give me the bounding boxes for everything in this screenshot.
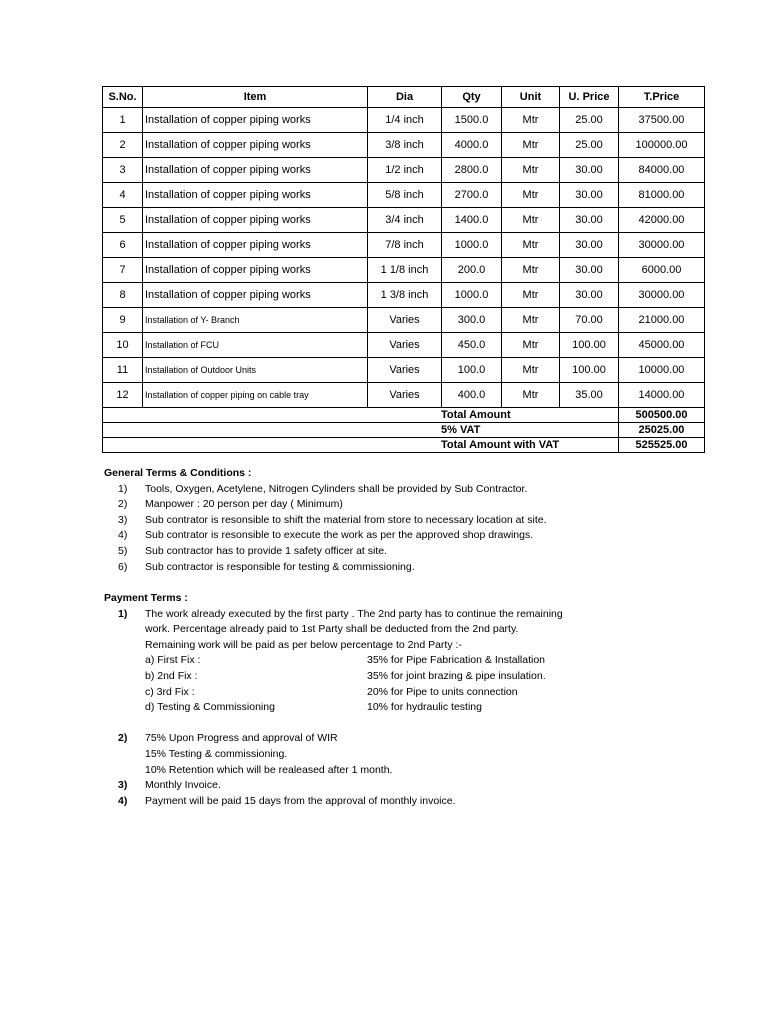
- dia-cell: 1/2 inch: [368, 158, 442, 183]
- total-price-cell: 37500.00: [619, 108, 705, 133]
- qty-cell: 400.0: [442, 383, 502, 408]
- table-row: [103, 158, 705, 183]
- total-row: [103, 423, 705, 438]
- item-cell: Installation of copper piping works: [143, 283, 368, 308]
- list-item-text: Tools, Oxygen, Acetylene, Nitrogen Cylinders shall be provided by Sub Contractor.: [145, 482, 528, 495]
- sno-cell: 11: [103, 358, 143, 383]
- total-price-cell: 81000.00: [619, 183, 705, 208]
- item-cell: Installation of copper piping works: [143, 233, 368, 258]
- qty-cell: 2700.0: [442, 183, 502, 208]
- payment-stage-percentage: 20% for Pipe to units connection: [367, 685, 518, 698]
- total-price-cell: 6000.00: [619, 258, 705, 283]
- unit-cell: Mtr: [502, 133, 560, 158]
- list-item: [104, 528, 534, 544]
- payment-term-1-number: 1): [118, 607, 128, 620]
- header-sno: S.No.: [103, 87, 143, 108]
- list-item: [104, 482, 528, 498]
- header-item: Item: [143, 87, 368, 108]
- total-price-cell: 45000.00: [619, 333, 705, 358]
- list-item-text: Sub contractor has to provide 1 safety officer at site.: [145, 544, 388, 557]
- table-row: [103, 258, 705, 283]
- payment-stage-percentage: 35% for Pipe Fabrication & Installation: [367, 654, 546, 667]
- total-row: [103, 438, 705, 453]
- qty-cell: 450.0: [442, 333, 502, 358]
- table-row: [103, 308, 705, 333]
- payment-term-4: [104, 794, 456, 810]
- payment-term-2-line: 15% Testing & commissioning.: [145, 747, 288, 760]
- unit-cell: Mtr: [502, 183, 560, 208]
- item-cell: Installation of copper piping works: [143, 108, 368, 133]
- payment-terms-section: [104, 591, 563, 809]
- payment-stage: [104, 653, 546, 669]
- item-cell: Installation of copper piping works: [143, 258, 368, 283]
- item-cell: Installation of Outdoor Units: [143, 358, 368, 383]
- dia-cell: 3/4 inch: [368, 208, 442, 233]
- payment-term-2-number: 2): [118, 732, 128, 745]
- header-total-price: T.Price: [619, 87, 705, 108]
- qty-cell: 1500.0: [442, 108, 502, 133]
- unit-cell: Mtr: [502, 258, 560, 283]
- table-row: [103, 358, 705, 383]
- payment-term-2-line: 75% Upon Progress and approval of WIR: [145, 732, 338, 745]
- header-unit-price: U. Price: [560, 87, 619, 108]
- item-cell: Installation of copper piping on cable tray: [143, 383, 368, 408]
- unit-price-cell: 100.00: [560, 333, 619, 358]
- total-price-cell: 42000.00: [619, 208, 705, 233]
- qty-cell: 100.0: [442, 358, 502, 383]
- payment-term-3: [104, 778, 221, 794]
- sno-cell: 8: [103, 283, 143, 308]
- qty-cell: 1000.0: [442, 233, 502, 258]
- payment-term-1: [104, 607, 563, 716]
- unit-cell: Mtr: [502, 233, 560, 258]
- dia-cell: Varies: [368, 358, 442, 383]
- table-row: [103, 383, 705, 408]
- unit-cell: Mtr: [502, 108, 560, 133]
- total-price-cell: 30000.00: [619, 283, 705, 308]
- total-label: 5% VAT: [441, 424, 481, 436]
- qty-cell: 1400.0: [442, 208, 502, 233]
- qty-cell: 4000.0: [442, 133, 502, 158]
- total-label: Total Amount with VAT: [441, 439, 560, 451]
- header-dia: Dia: [368, 87, 442, 108]
- table-row: [103, 233, 705, 258]
- item-cell: Installation of copper piping works: [143, 183, 368, 208]
- unit-cell: Mtr: [502, 333, 560, 358]
- sno-cell: 1: [103, 108, 143, 133]
- header-unit: Unit: [502, 87, 560, 108]
- dia-cell: Varies: [368, 308, 442, 333]
- list-item: [104, 513, 547, 529]
- table-row: [103, 283, 705, 308]
- unit-price-cell: 30.00: [560, 258, 619, 283]
- list-item-number: 2): [118, 498, 128, 511]
- payment-stage: [104, 669, 546, 685]
- item-cell: Installation of copper piping works: [143, 208, 368, 233]
- unit-cell: Mtr: [502, 358, 560, 383]
- unit-price-cell: 35.00: [560, 383, 619, 408]
- item-cell: Installation of Y- Branch: [143, 308, 368, 333]
- total-price-cell: 14000.00: [619, 383, 705, 408]
- total-price-cell: 30000.00: [619, 233, 705, 258]
- total-row: [103, 408, 705, 423]
- qty-cell: 200.0: [442, 258, 502, 283]
- dia-cell: Varies: [368, 333, 442, 358]
- sno-cell: 3: [103, 158, 143, 183]
- total-price-cell: 100000.00: [619, 133, 705, 158]
- sno-cell: 9: [103, 308, 143, 333]
- payment-stage-label: c) 3rd Fix :: [145, 685, 195, 698]
- payment-stage-label: a) First Fix :: [145, 654, 201, 667]
- sno-cell: 4: [103, 183, 143, 208]
- item-cell: Installation of copper piping works: [143, 158, 368, 183]
- dia-cell: 7/8 inch: [368, 233, 442, 258]
- payment-terms-heading: Payment Terms :: [104, 592, 188, 604]
- dia-cell: 1 1/8 inch: [368, 258, 442, 283]
- unit-cell: Mtr: [502, 383, 560, 408]
- unit-cell: Mtr: [502, 308, 560, 333]
- payment-stage-label: d) Testing & Commissioning: [145, 701, 275, 714]
- payment-term-4-text: Payment will be paid 15 days from the approval of monthly invoice.: [145, 794, 456, 807]
- unit-cell: Mtr: [502, 208, 560, 233]
- unit-price-cell: 25.00: [560, 133, 619, 158]
- payment-stage-percentage: 35% for joint brazing & pipe insulation.: [367, 669, 546, 682]
- sno-cell: 10: [103, 333, 143, 358]
- payment-term-2-line: 10% Retention which will be realeased after 1 month.: [145, 763, 393, 776]
- table-row: [103, 133, 705, 158]
- general-terms-section: [104, 466, 547, 575]
- list-item-number: 4): [118, 529, 128, 542]
- sno-cell: 5: [103, 208, 143, 233]
- unit-price-cell: 30.00: [560, 158, 619, 183]
- list-item: [104, 560, 415, 576]
- list-item-number: 1): [118, 482, 128, 495]
- list-item-number: 6): [118, 560, 128, 573]
- sno-cell: 6: [103, 233, 143, 258]
- qty-cell: 300.0: [442, 308, 502, 333]
- dia-cell: 1/4 inch: [368, 108, 442, 133]
- list-item-number: 3): [118, 513, 128, 526]
- unit-price-cell: 100.00: [560, 358, 619, 383]
- sno-cell: 12: [103, 383, 143, 408]
- payment-term-2: [104, 731, 393, 778]
- unit-cell: Mtr: [502, 158, 560, 183]
- table-row: [103, 333, 705, 358]
- total-value: 500500.00: [619, 408, 705, 423]
- qty-cell: 2800.0: [442, 158, 502, 183]
- price-table: [102, 86, 705, 453]
- dia-cell: 1 3/8 inch: [368, 283, 442, 308]
- list-item-text: Sub contrator is resonsible to shift the material from store to necessary location at site.: [145, 513, 547, 526]
- qty-cell: 1000.0: [442, 283, 502, 308]
- dia-cell: 5/8 inch: [368, 183, 442, 208]
- total-value: 25025.00: [619, 423, 705, 438]
- list-item: [104, 497, 343, 513]
- dia-cell: Varies: [368, 383, 442, 408]
- sno-cell: 7: [103, 258, 143, 283]
- list-item-number: 5): [118, 544, 128, 557]
- payment-term-1-line: Remaining work will be paid as per below percentage to 2nd Party :-: [145, 638, 462, 651]
- table-row: [103, 208, 705, 233]
- payment-term-1-line: The work already executed by the first party . The 2nd party has to continue the remaining: [145, 607, 563, 620]
- total-price-cell: 84000.00: [619, 158, 705, 183]
- payment-term-4-number: 4): [118, 794, 128, 807]
- dia-cell: 3/8 inch: [368, 133, 442, 158]
- unit-price-cell: 30.00: [560, 283, 619, 308]
- unit-price-cell: 25.00: [560, 108, 619, 133]
- unit-price-cell: 30.00: [560, 208, 619, 233]
- item-cell: Installation of copper piping works: [143, 133, 368, 158]
- unit-cell: Mtr: [502, 283, 560, 308]
- general-terms-heading: General Terms & Conditions :: [104, 467, 252, 479]
- unit-price-cell: 30.00: [560, 233, 619, 258]
- total-price-cell: 10000.00: [619, 358, 705, 383]
- table-row: [103, 108, 705, 133]
- table-header-row: [103, 87, 705, 108]
- list-item-text: Sub contractor is responsible for testing & commissioning.: [145, 560, 415, 573]
- total-value: 525525.00: [619, 438, 705, 453]
- list-item: [104, 544, 388, 560]
- item-cell: Installation of FCU: [143, 333, 368, 358]
- list-item-text: Sub contrator is resonsible to execute the work as per the approved shop drawings.: [145, 529, 534, 542]
- payment-stage-percentage: 10% for hydraulic testing: [367, 701, 482, 714]
- header-qty: Qty: [442, 87, 502, 108]
- unit-price-cell: 70.00: [560, 308, 619, 333]
- list-item-text: Manpower : 20 person per day ( Minimum): [145, 498, 343, 511]
- payment-term-3-text: Monthly Invoice.: [145, 779, 221, 792]
- payment-stage-label: b) 2nd Fix :: [145, 669, 198, 682]
- payment-stage: [104, 685, 518, 701]
- unit-price-cell: 30.00: [560, 183, 619, 208]
- sno-cell: 2: [103, 133, 143, 158]
- table-row: [103, 183, 705, 208]
- total-label: Total Amount: [441, 409, 511, 421]
- total-price-cell: 21000.00: [619, 308, 705, 333]
- payment-stage: [104, 700, 482, 716]
- payment-term-3-number: 3): [118, 779, 128, 792]
- payment-term-1-line: work. Percentage already paid to 1st Party shall be deducted from the 2nd party.: [145, 623, 519, 636]
